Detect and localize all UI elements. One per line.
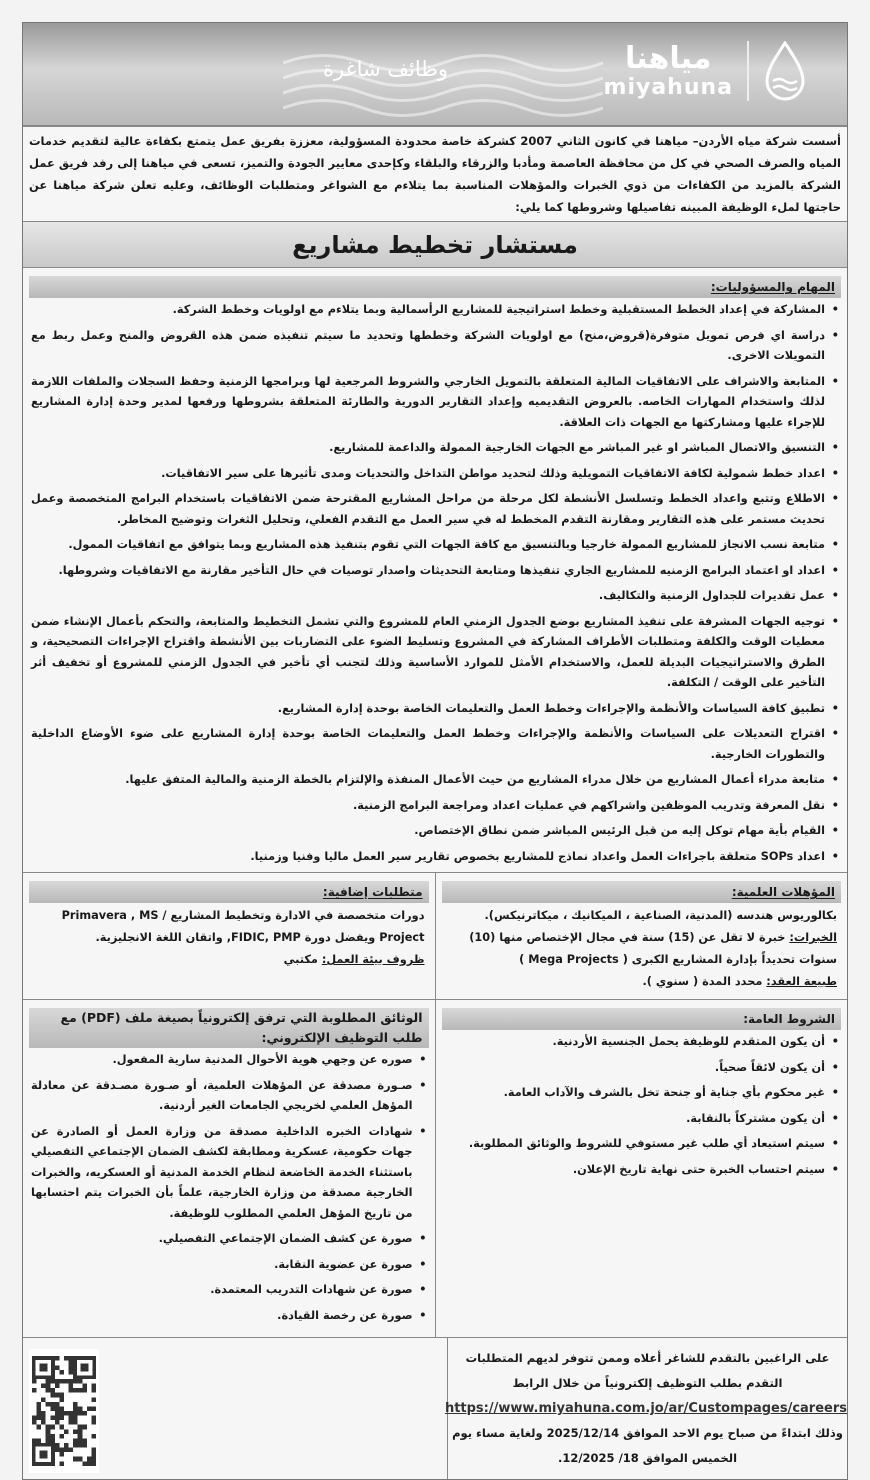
list-item: • الاطلاع وتتبع واعداد الخطط وتسلسل الأنشطة لكل مرحلة من مراحل المشاريع المقترحة ضمن الاتفاقيات باستخدام البرامج المتخصصة وعمل تحديث مستمر على هذه التقارير ومقارنة التقدم المخطط له في سير العمل مع التقدم الفعلي، وتحليل الثغرات وتوضيح المخاطر. [31, 489, 839, 530]
list-item: • سيتم استبعاد أي طلب غير مستوفي للشروط والوثائق المطلوبة. [444, 1134, 840, 1155]
extra-requirements: دورات متخصصة في الادارة وتخطيط المشاريع / Primavera , MS Project ويفضل دورة FIDIC, PMP, واتقان اللغة الانجليزية. [61, 909, 425, 944]
list-item: • دراسة اي فرص تمويل متوفرة(قروض،منح) مع اولويات الشركة وخططها وتحديد ما سيتم تنفيذه ضمن هذه القروض والمنح وعمل ربط مع التمويلات الاخرى. [31, 326, 839, 367]
apply-text: على الراغبين بالتقدم للشاغر أعلاه وممن تتوفر لديهم المتطلبات التقدم بطلب التوظيف إلكترونياً من خلال الرابط [465, 1351, 830, 1390]
list-item: • شهادات الخبره الداخلية مصدقة من وزارة العمل أو الصادرة عن جهات حكومية، عسكرية ومطابقة لكشف الضمان الإجتماعي التفصيلي باستثناء الخدمة الخاضعة لنظام الخدمة المدنية أو العسكريه، والخبرات الخارجية مصدقة من وزارة الخارجية، علماً بأن الخبرات يتم احتسابها من تاريخ المؤهل العلمي المطلوب للوظيفة. [31, 1122, 427, 1225]
job-ad [22, 22, 848, 1480]
list-item: • القيام بأية مهام توكل إليه من قبل الرئيس المباشر ضمن نطاق الإختصاص. [31, 821, 839, 842]
list-item: • صـورة مصدقة عن المؤهلات العلمية، أو صـورة مصـدقة عن معادلة المؤهل العلمي لخريجي الجامعات الغير أردنية. [31, 1076, 427, 1117]
list-item: • نقل المعرفة وتدريب الموظفين واشراكهم في عمليات اعداد ومراجعة البرامج الزمنية. [31, 796, 839, 817]
extra-requirements-heading: متطلبات إضافية: [29, 881, 429, 903]
qualifications-heading: المؤهلات العلمية: [442, 881, 842, 903]
list-item: • صورة عن شهادات التدريب المعتمدة. [31, 1280, 427, 1301]
logo-divider [747, 41, 749, 101]
careers-link[interactable]: https://www.miyahuna.com.jo/ar/Custompages/careers [444, 1401, 847, 1416]
experience: الخبرات: خبرة لا تقل عن (15) سنة في مجال الإختصاص منها (10) سنوات تحديداً بإدارة المشاريع الكبرى ( Mega Projects ) [469, 931, 837, 966]
list-item: • صورة عن عضوية النقابة. [31, 1255, 427, 1276]
vacancies-heading: وظائف شاغرة [323, 57, 449, 81]
list-item: • عمل تقديرات للجداول الزمنية والتكاليف. [31, 586, 839, 607]
list-item: • صورة عن كشف الضمان الإجتماعي التفصيلي. [31, 1229, 427, 1250]
documents-heading: الوثائق المطلوبة التي ترفق إلكترونياً بصيغة ملف (PDF) مع طلب التوظيف الإلكتروني: [29, 1008, 429, 1048]
list-item: • أن يكون المتقدم للوظيفة يحمل الجنسية الأردنية. [444, 1032, 840, 1053]
apply-dates: وذلك ابتداءً من صباح يوم الاحد الموافق 2025/12/14 ولغاية مساء يوم الخميس الموافق 18/ 12/2025. [452, 1426, 843, 1465]
list-item: • اقتراح التعديلات على السياسات والأنظمة والإجراءات وخطط العمل والتعليمات الخاصة بوحدة إدارة المشاريع على ضوء الأوضاع الداخلية والتطورات الخارجية. [31, 724, 839, 765]
list-item: • صوره عن وجهي هوية الأحوال المدنية سارية المفعول. [31, 1050, 427, 1071]
miyahuna-logo [604, 41, 807, 101]
duties-heading: المهام والمسؤوليات: [29, 276, 841, 298]
intro-paragraph: أسست شركة مياه الأردن– مياهنا في كانون الثاني 2007 كشركة خاصة محدودة المسؤولية، معززة بفريق عمل يتمتع بكفاءة عالية لتقديم خدمات المياه والصرف الصحي في كل من محافظة العاصمة ومأدبا والزرقاء والبلقاء وكإحدى معايير الجودة والتميز، تسعى في مياهنا إلى رفد فريق عمل الشركة بالمزيد من الكفاءات من ذوي الخبرات والمؤهلات المناسبة بما يتلاءم مع الشواغر ومتطلبات الوظائف، وعليه تعلن شركة مياهنا عن حاجتها لملء الوظيفة المبينه تفاصيلها وشروطها كما يلي: [23, 127, 847, 222]
header-banner [23, 23, 847, 127]
list-item: • صورة عن رخصة القيادة. [31, 1306, 427, 1327]
list-item: • اعداد SOPs متعلقة باجراءات العمل واعداد نماذج للمشاريع بخصوص تقارير سير العمل ماليا وفنيا وزمنيا. [31, 847, 839, 868]
documents-list [23, 1050, 435, 1326]
list-item: • سيتم احتساب الخبرة حتى نهاية تاريخ الإعلان. [444, 1160, 840, 1181]
list-item: • المتابعة والاشراف على الاتفاقيات المالية المتعلقة بالتمويل الخارجي والشروط المرجعية لها وبرامجها الزمنية وحفظ السجلات والملفات اللازمة لذلك واستخدام المهارات الخاصه. بالعروض التقديميه وإعداد التقارير الدورية والطارئة المتعلقة بشروطها ورفعها لمدير وحدة إدارة المشاريع للإجراء عليها ومشاركتها مع الجهات ذات العلاقة. [31, 372, 839, 434]
list-item: • متابعة مدراء أعمال المشاريع من خلال مدراء المشاريع من حيث الأعمال المنفذة والإلتزام بالخطة الزمنية والمالية المتفق عليها. [31, 770, 839, 791]
list-item: • اعداد خطط شمولية لكافة الاتفاقيات التمويلية وذلك لتحديد مواطن التداخل والتحديات ومدى تأثيرها على سير الاتفاقيات. [31, 464, 839, 485]
list-item: • توجيه الجهات المشرفة على تنفيذ المشاريع بوضع الجدول الزمني العام للمشروع والتي تشمل التخطيط والمتابعة، والتحكم بأعمال الإنشاء ضمن معطيات الوقت والكلفة ومتطلبات الأطراف المشاركة في المشروع وتسليط الضوء على التضاربات بين الأنشطة واقتراح الإجراءات التصحيحية، و الطرق والاستراتيجيات البديلة للعمل، والاستخدام الأمثل للموارد الأساسية وذلك لتجنب أي تأخير في الجدول الزمني للمشروع أو تخفيف أثر التأخير على الوقت / التكلفة. [31, 612, 839, 694]
logo-arabic: مياهنا [625, 40, 712, 76]
work-environment: ظروف بيئة العمل: مكتبي [283, 953, 425, 966]
list-item: • متابعة نسب الانجاز للمشاريع الممولة خارجيا وبالتنسيق مع كافة الجهات التي تقوم بتنفيذ هذه المشاريع وبما يتوافق مع اتفاقيات الممول. [31, 535, 839, 556]
general-conditions-list [436, 1032, 848, 1180]
duties-list [23, 300, 847, 867]
logo-english: miyahuna [603, 74, 733, 100]
list-item: • أن يكون مشتركاً بالنقابة. [444, 1109, 840, 1130]
list-item: • التنسيق والاتصال المباشر او غير المباشر مع الجهات الخارجية الممولة والداعمة للمشاريع. [31, 438, 839, 459]
job-title: مستشار تخطيط مشاريع [23, 222, 847, 268]
list-item: • المشاركة في إعداد الخطط المستقبلية وخطط استراتيجية للمشاريع الرأسمالية وبما يتلاءم مع اولويات وخطط الشركة. [31, 300, 839, 321]
degree: بكالوريوس هندسه (المدنية، الصناعية ، الميكانيك ، ميكاترنيكس). [484, 909, 837, 922]
list-item: • اعداد او اعتماد البرامج الزمنيه للمشاريع الجاري تنفيذها ومتابعة التحديثات واصدار توصيات في حال التأخير مقارنة مع الاتفاقيات وشروطها. [31, 561, 839, 582]
qr-code[interactable] [29, 1349, 99, 1473]
list-item: • تطبيق كافة السياسات والأنظمة والإجراءات وخطط العمل والتعليمات الخاصة بوحدة إدارة المشاريع. [31, 699, 839, 720]
list-item: • أن يكون لائقاً صحياً. [444, 1058, 840, 1079]
wave-decoration [283, 43, 603, 123]
water-drop-icon [763, 41, 807, 101]
list-item: • غير محكوم بأي جناية أو جنحة تخل بالشرف والآداب العامة. [444, 1083, 840, 1104]
general-conditions-heading: الشروط العامة: [442, 1008, 842, 1030]
apply-instructions [444, 1338, 847, 1479]
contract-type: طبيعة العقد: محدد المدة ( سنوي ). [642, 975, 837, 988]
